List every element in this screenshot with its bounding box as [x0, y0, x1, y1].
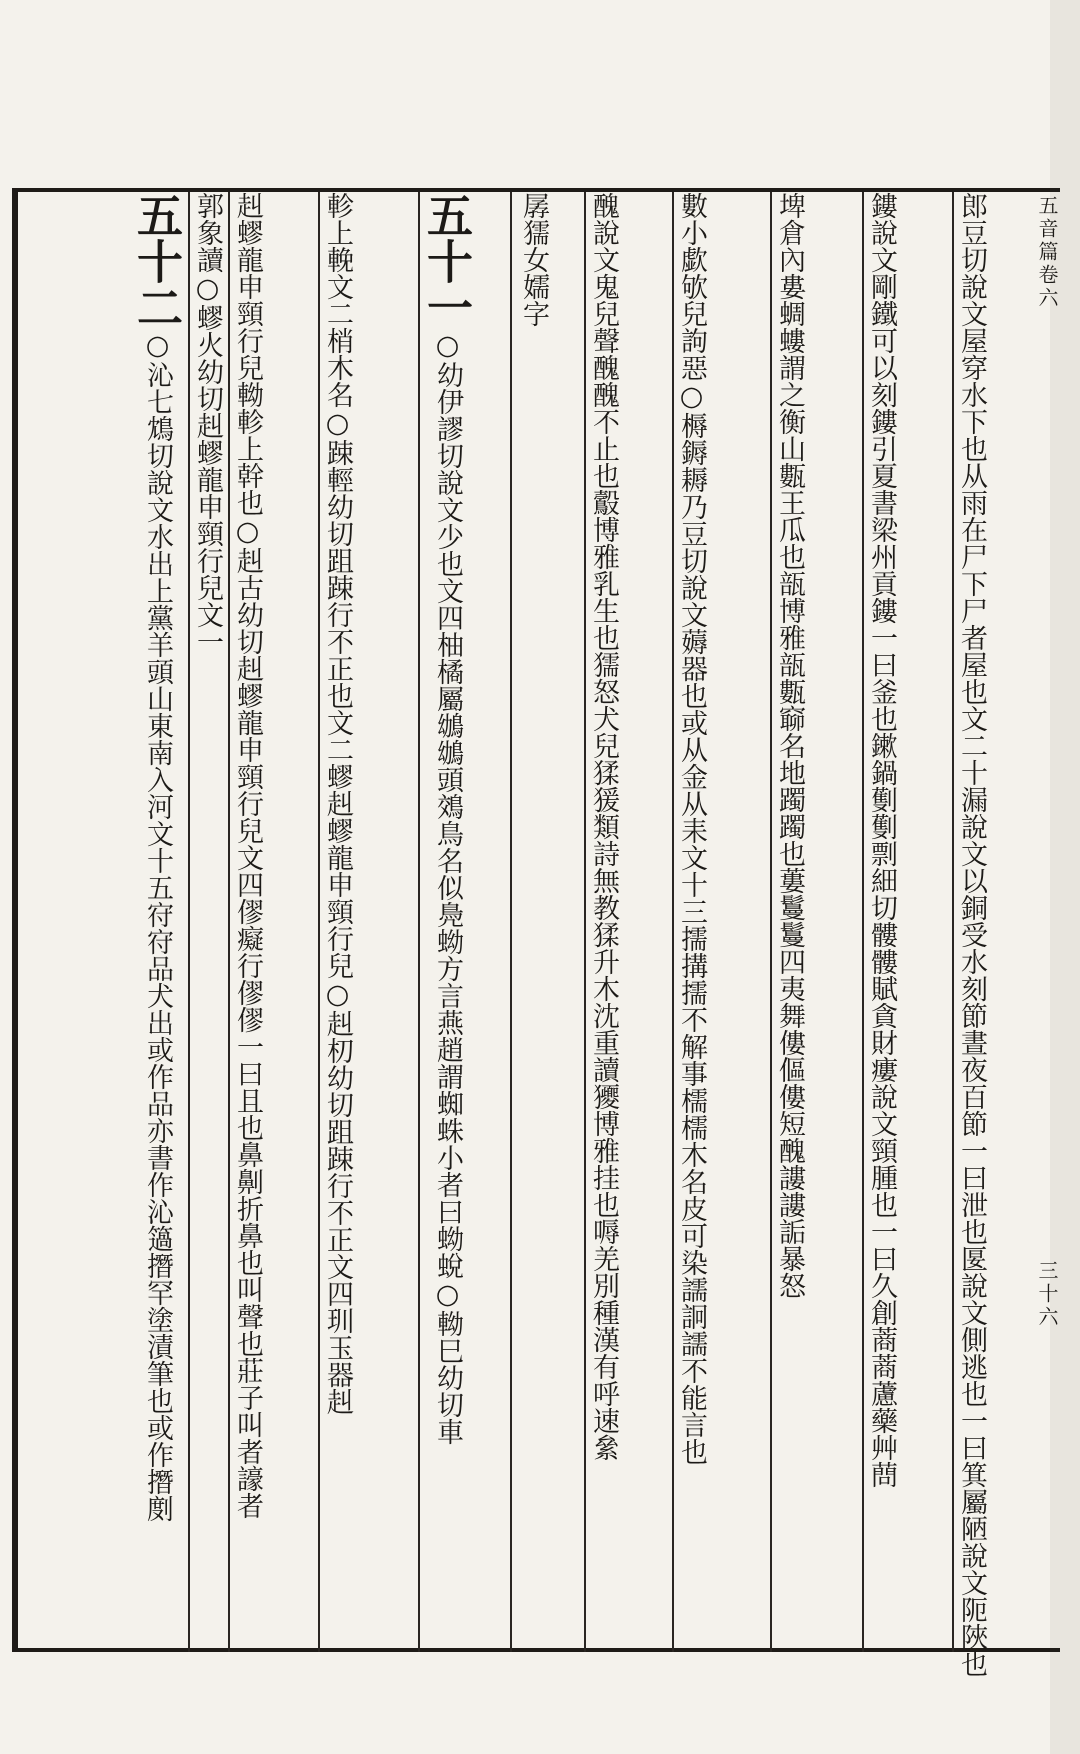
column-rule	[510, 192, 512, 1652]
column-rule	[862, 192, 864, 1652]
text-column-4: 數小歔欨兒訽惡○槈鎒耨乃豆切說文薅器也或从金从耒文十三擩搆擩不解事檽檽木名皮可染譳詗譳不能言也	[676, 192, 707, 1465]
column-rule	[672, 192, 674, 1652]
text-column-8: 軫上輓文二梢木名○踈輕幼切跙踈行不正也文二蟉赳蟉龍申頸行兒○赳朷幼切跙踈行不正文四玔玉器赳	[322, 192, 353, 1415]
column-rule	[318, 192, 320, 1652]
page-header-label: 五音篇卷六	[1035, 195, 1059, 310]
column-rule	[418, 192, 420, 1652]
text-column-3: 埤倉內婁蜩螻謂之衡山甊王瓜也瓿博雅瓿甊窷名地躅躅也蔞鬘鬘四夷舞僂傴僂短醜謱謱詬暴怒	[774, 192, 805, 1299]
section-number: 五十二	[130, 192, 184, 330]
column-rule	[584, 192, 586, 1652]
column-rule	[952, 192, 954, 1652]
text-column-5: 醜說文鬼兒聲醜醜不止也鷇博雅乳生也獳怒犬兒猱猨類詩無教猱升木沈重讀獿博雅挂也嗕羌別種漢有呼速絫	[588, 192, 619, 1461]
page-number-label: 三十六	[1035, 1260, 1059, 1329]
column-rule	[188, 192, 190, 1652]
section-number: 五十一	[420, 192, 474, 330]
text-column-2: 鏤說文剛鐵可以刻鏤引夏書梁州貢鏤一曰釜也鏉鍋劐劐剽細切髏髏賦貪財瘻說文頸腫也一曰久創蔏蔏藘藥艸蔄	[866, 192, 897, 1488]
column-rule	[228, 192, 230, 1652]
text-column-6: 孱獳女嬬字	[518, 192, 549, 327]
text-column-1: 郎豆切說文屋穿水下也从雨在尸下尸者屋也文二十漏說文以銅受水刻節晝夜百節一曰泄也匽說文側逃也一曰箕屬陋說文阨陜也	[956, 192, 987, 1677]
text-column-9: 赳蟉龍申頸行兒軪軫上幹也○赳古幼切赳蟉龍申頸行兒文四僇癡行僇僇一曰且也鼻劓折鼻也叫聲也莊子叫者譹者	[232, 192, 263, 1519]
text-column-11: 五十二○沁七鴆切說文水出上黨羊頭山東南入河文十五𡧛𡧛品犬出或作品亦書作沁簻撍罕塗漬筆也或作撍剫	[130, 192, 184, 1522]
column-rule	[770, 192, 772, 1652]
text-column-7: 五十一○幼伊謬切說文少也文四柚橘屬鴢鴢頭鵁鳥名似鳧蚴方言燕趙謂蜘蛛小者曰蚴蛻○軪巳幼切車	[420, 192, 474, 1445]
text-column-10: 郭象讀○蟉火幼切赳蟉龍申頸行兒文一	[192, 192, 223, 655]
